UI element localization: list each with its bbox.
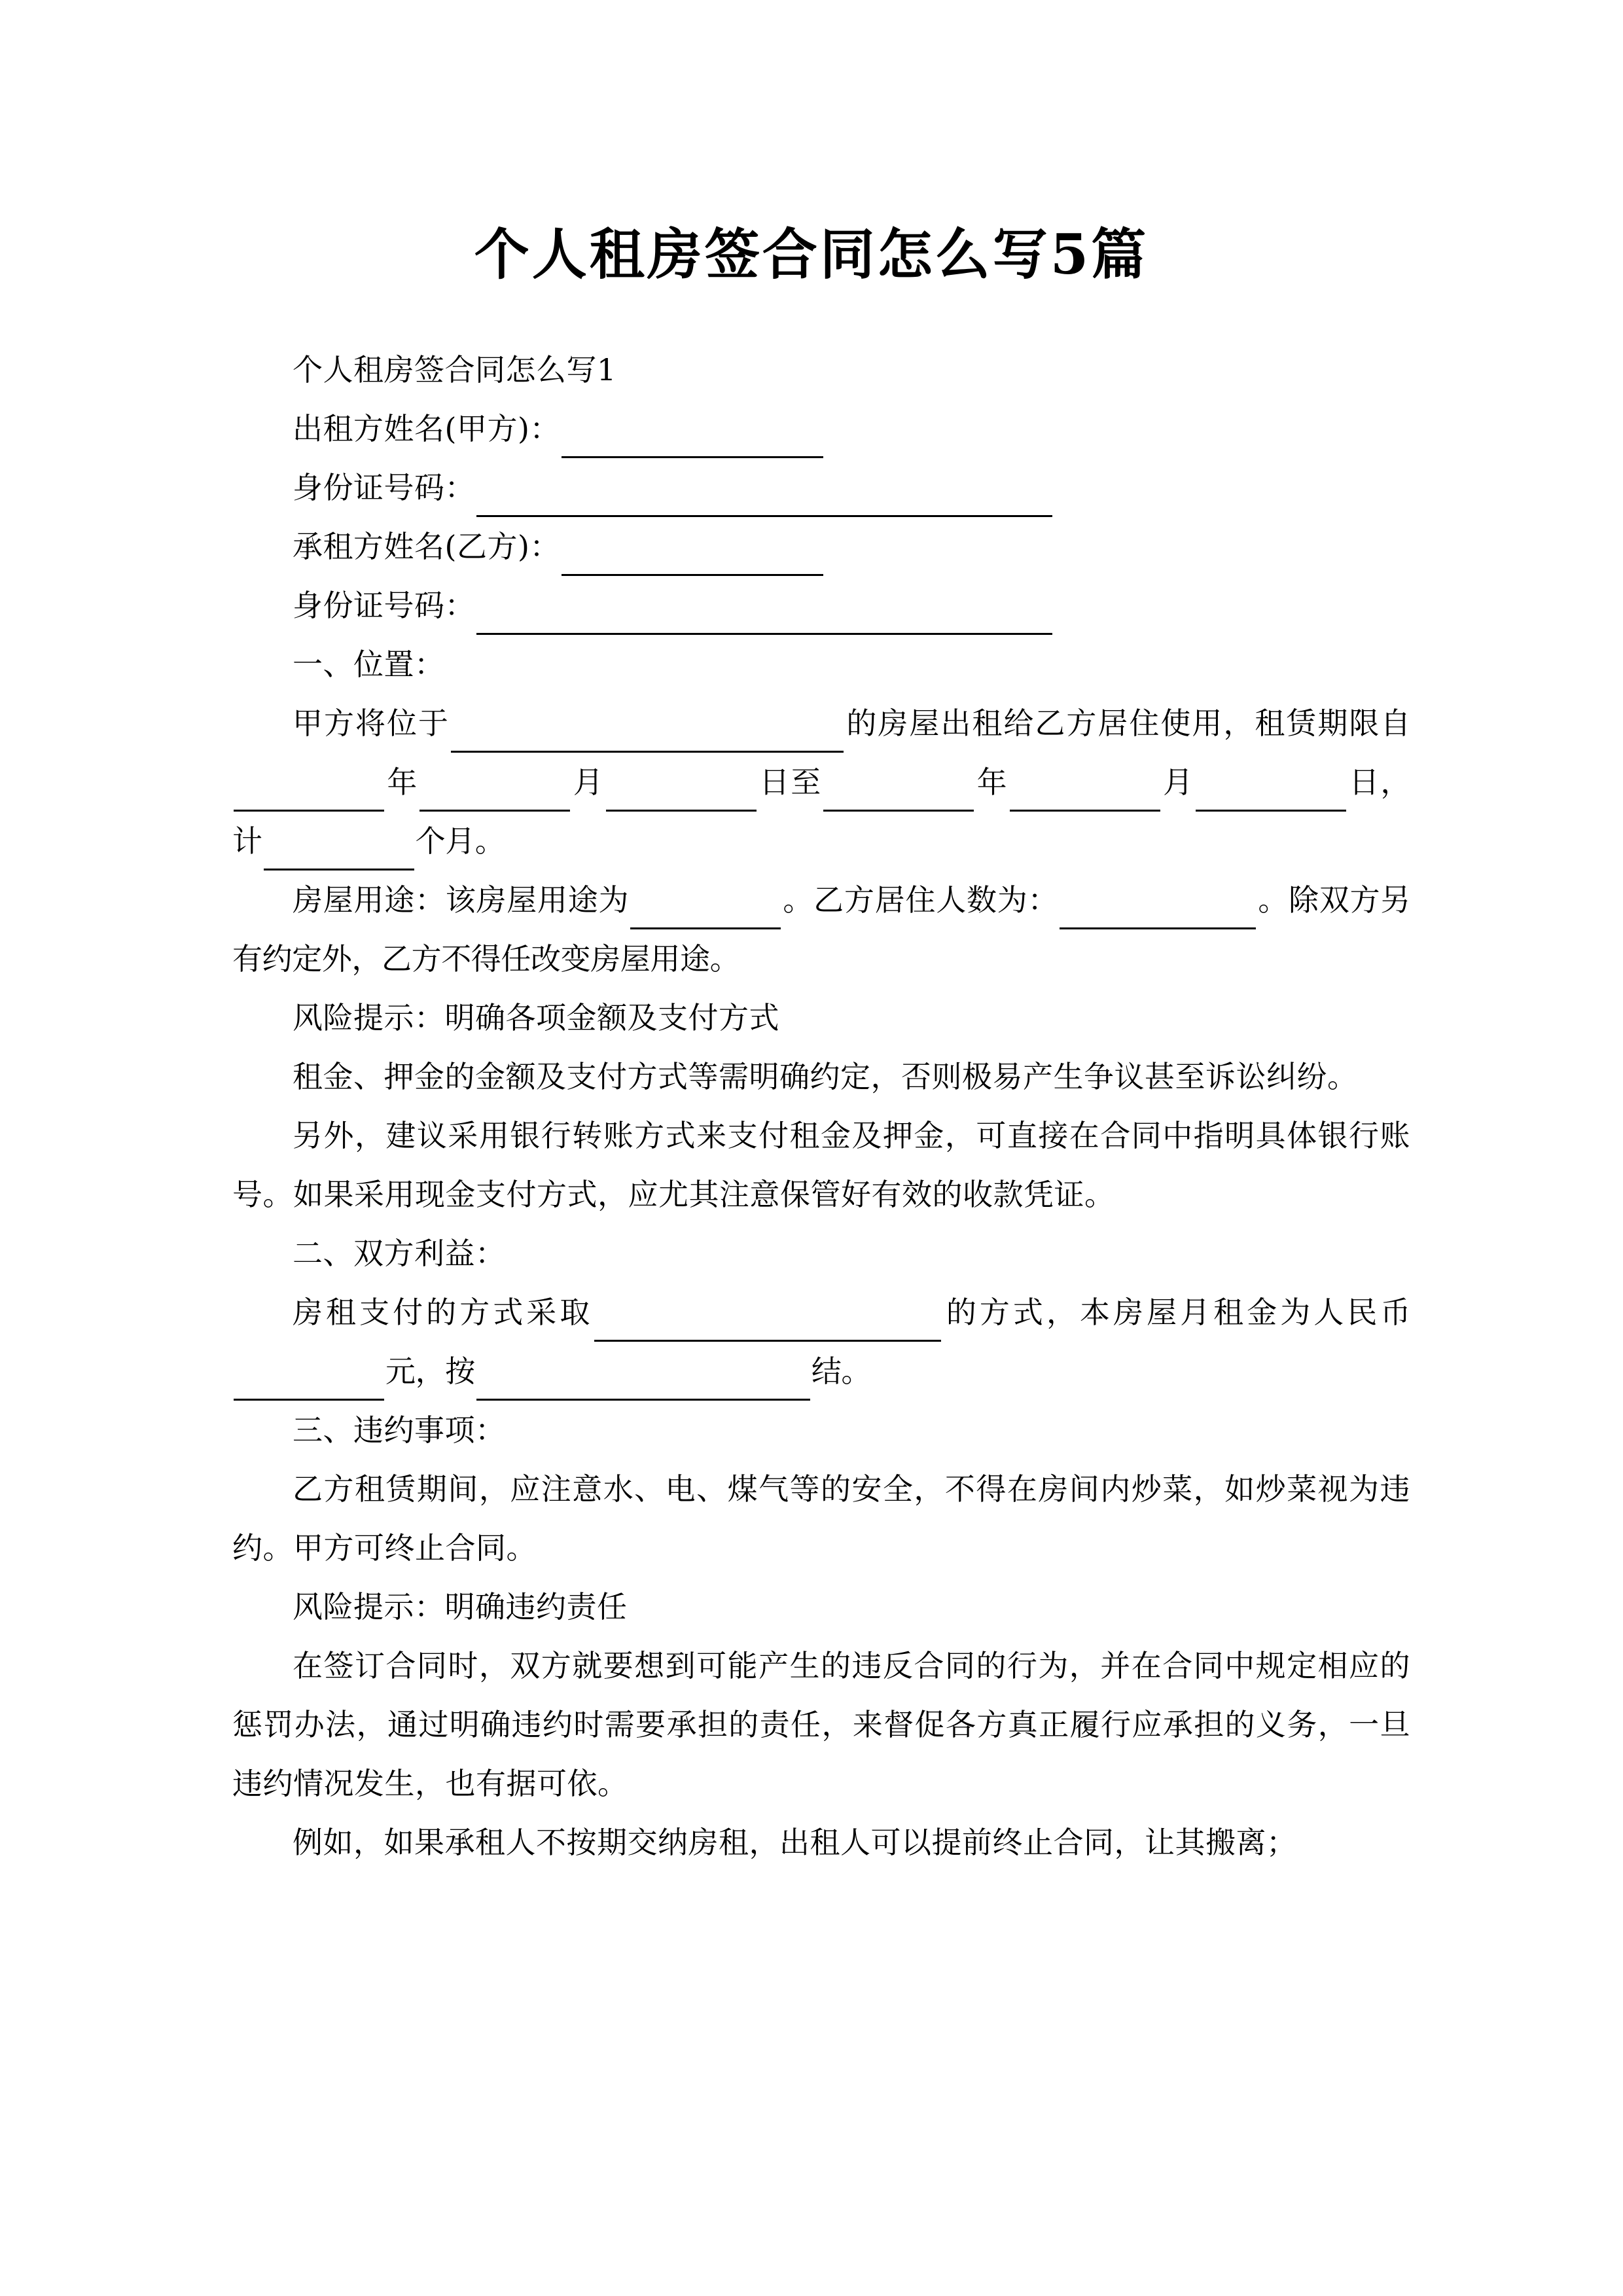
- end-month-blank[interactable]: [1010, 781, 1160, 812]
- clause-one-heading-text: 一、位置：: [293, 647, 445, 682]
- house-usage-tail: 。除双方另有约定外，乙方不得任改变房屋用途。: [232, 882, 1410, 977]
- property-address-blank[interactable]: [451, 722, 844, 753]
- tenant-name-blank[interactable]: [562, 545, 823, 576]
- start-month-blank[interactable]: [419, 781, 570, 812]
- start-month-label: 月: [571, 764, 605, 800]
- end-year-blank[interactable]: [823, 781, 974, 812]
- landlord-name-blank[interactable]: [562, 427, 823, 458]
- landlord-id-blank[interactable]: [476, 486, 1052, 517]
- end-month-label: 月: [1161, 764, 1195, 800]
- section-heading-text: 个人租房签合同怎么写1: [293, 352, 616, 387]
- total-months-suffix: 个月。: [415, 823, 505, 859]
- risk-tip-one-paragraph-1: 租金、押金的金额及支付方式等需明确约定，否则极易产生争议甚至诉讼纠纷。: [293, 1059, 1358, 1094]
- document-body: [232, 340, 1410, 1872]
- start-day-blank[interactable]: [606, 781, 757, 812]
- end-year-label: 年: [975, 764, 1008, 800]
- rent-settlement-label: 元，按: [385, 1354, 475, 1389]
- risk-tip-one-paragraph-2: 另外，建议采用银行转账方式来支付租金及押金，可直接在合同中指明具体银行账号。如果采用现金支付方式，应尤其注意保管好有效的收款凭证。: [232, 1118, 1410, 1212]
- rent-method-blank[interactable]: [594, 1311, 941, 1342]
- lease-from-label: 自: [1380, 706, 1410, 741]
- section-heading: [232, 340, 1410, 399]
- page-title: 个人租房签合同怎么写5篇: [474, 222, 1149, 287]
- clause-one-prefix: 甲方将位于: [293, 706, 450, 741]
- total-months-blank[interactable]: [264, 840, 414, 870]
- tenant-id-blank[interactable]: [476, 604, 1052, 635]
- house-usage-paragraph: [232, 870, 1410, 988]
- house-usage-blank[interactable]: [630, 899, 781, 929]
- rent-method-label: 房租支付的方式采取: [293, 1295, 594, 1330]
- risk-tip-two-paragraph-2: 例如，如果承租人不按期交纳房租，出租人可以提前终止合同，让其搬离；: [293, 1825, 1297, 1860]
- risk-tip-two-paragraph-1: 在签订合同时，双方就要想到可能产生的违反合同的行为，并在合同中规定相应的惩罚办法，通过明确违约时需要承担的责任，来督促各方真正履行应承担的义务，一旦违约情况发生，也有据可依。: [232, 1648, 1410, 1801]
- rent-settlement-blank[interactable]: [476, 1370, 810, 1401]
- lease-to-label: 日至: [757, 764, 823, 800]
- clause-one-heading: [232, 635, 1410, 694]
- tenant-name-row: [232, 517, 1410, 576]
- risk-tip-one-heading-text: 风险提示：明确各项金额及支付方式: [293, 1000, 779, 1035]
- occupant-count-label: 。乙方居住人数为：: [782, 882, 1059, 918]
- risk-tip-two-heading: [232, 1577, 1410, 1636]
- rent-settlement-tail: 结。: [811, 1354, 872, 1389]
- clause-two-heading: [232, 1224, 1410, 1283]
- tenant-id-row: [232, 576, 1410, 635]
- risk-tip-one-heading: [232, 988, 1410, 1047]
- landlord-name-label: 出租方姓名(甲方)：: [293, 411, 560, 446]
- clause-three-heading: [232, 1401, 1410, 1460]
- landlord-id-label: 身份证号码：: [293, 470, 475, 505]
- clause-three-paragraph-1: 乙方租赁期间，应注意水、电、煤气等的安全，不得在房间内炒菜，如炒菜视为违约。甲方可终止合同。: [232, 1471, 1410, 1566]
- start-year-blank[interactable]: [234, 781, 384, 812]
- landlord-name-row: [232, 399, 1410, 458]
- end-day-blank[interactable]: [1196, 781, 1346, 812]
- start-year-label: 年: [385, 764, 419, 800]
- risk-tip-two-heading-text: 风险提示：明确违约责任: [293, 1589, 628, 1624]
- clause-one-mid: 的房屋出租给乙方居住使用，租赁期限: [845, 706, 1381, 741]
- rent-amount-label: 的方式，本房屋月租金为人民币: [942, 1295, 1410, 1330]
- clause-two-rent-paragraph: [232, 1283, 1410, 1401]
- landlord-id-row: [232, 458, 1410, 517]
- clause-three-heading-text: 三、违约事项：: [293, 1412, 506, 1448]
- occupant-count-blank[interactable]: [1060, 899, 1256, 929]
- total-months-prefix: 日，计: [232, 764, 1411, 859]
- tenant-id-label: 身份证号码：: [293, 588, 475, 623]
- rent-amount-blank[interactable]: [234, 1370, 384, 1401]
- clause-two-heading-text: 二、双方利益：: [293, 1236, 506, 1271]
- house-usage-label: 房屋用途：该房屋用途为: [293, 882, 630, 918]
- tenant-name-label: 承租方姓名(乙方)：: [293, 529, 560, 564]
- clause-one-location-paragraph: [232, 694, 1410, 870]
